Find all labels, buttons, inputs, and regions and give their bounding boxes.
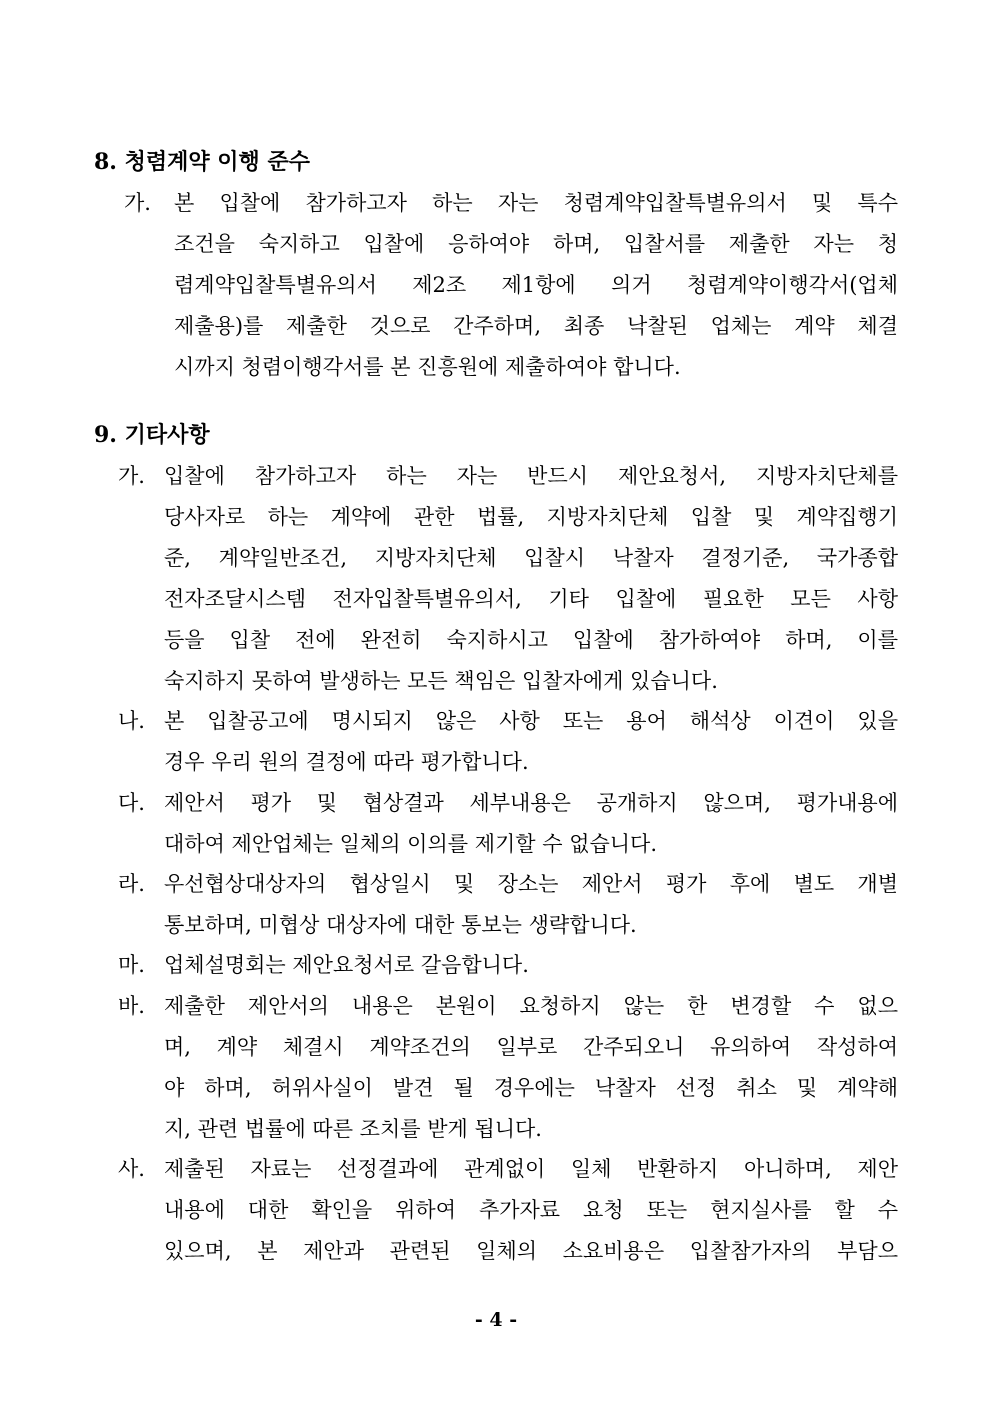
- item-line: 전자조달시스템 전자입찰특별유의서, 기타 입찰에 필요한 모든 사항: [164, 587, 898, 611]
- item-line: 우선협상대상자의 협상일시 및 장소는 제안서 평가 후에 별도 개별: [164, 872, 898, 896]
- list-item-9-ma: [118, 945, 898, 986]
- list-item-9-ra: [118, 864, 898, 946]
- item-line: 시까지 청렴이행각서를 본 진흥원에 제출하여야 합니다.: [174, 355, 681, 379]
- item-marker: 다.: [118, 791, 145, 815]
- item-line: 제출된 자료는 선정결과에 관계없이 일체 반환하지 아니하며, 제안: [164, 1157, 898, 1181]
- item-line: 준, 계약일반조건, 지방자치단체 입찰시 낙찰자 결정기준, 국가종합: [164, 546, 898, 570]
- item-marker: 마.: [118, 953, 145, 977]
- item-line: 경우 우리 원의 결정에 따라 평가합니다.: [164, 750, 529, 774]
- item-line: 숙지하지 못하여 발생하는 모든 책임은 입찰자에게 있습니다.: [164, 669, 718, 693]
- list-item-8-ga: [118, 183, 898, 388]
- item-line: 조건을 숙지하고 입찰에 응하여야 하며, 입찰서를 제출한 자는 청: [174, 232, 898, 256]
- item-line: 제출용)를 제출한 것으로 간주하며, 최종 낙찰된 업체는 계약 체결: [174, 314, 898, 338]
- item-marker: 바.: [118, 994, 145, 1018]
- item-marker: 가.: [124, 191, 151, 215]
- section-heading-8: 8. 청렴계약 이행 준수: [94, 149, 310, 175]
- item-line: 지, 관련 법률에 따른 조치를 받게 됩니다.: [164, 1117, 542, 1141]
- item-line: 내용에 대한 확인을 위하여 추가자료 요청 또는 현지실사를 할 수: [164, 1198, 898, 1222]
- list-item-9-ga: [118, 456, 898, 702]
- item-line: 있으며, 본 제안과 관련된 일체의 소요비용은 입찰참가자의 부담으: [164, 1239, 898, 1263]
- item-line: 등을 입찰 전에 완전히 숙지하시고 입찰에 참가하여야 하며, 이를: [164, 628, 898, 652]
- item-line: 통보하며, 미협상 대상자에 대한 통보는 생략합니다.: [164, 913, 637, 937]
- item-marker: 나.: [118, 709, 145, 733]
- item-marker: 가.: [118, 464, 145, 488]
- item-line: 입찰에 참가하고자 하는 자는 반드시 제안요청서, 지방자치단체를: [164, 464, 898, 488]
- list-item-9-ba: [118, 986, 898, 1150]
- page-number: - 4 -: [474, 1309, 518, 1331]
- item-line: 업체설명회는 제안요청서로 갈음합니다.: [164, 953, 529, 977]
- item-line: 야 하며, 허위사실이 발견 될 경우에는 낙찰자 선정 취소 및 계약해: [164, 1076, 898, 1100]
- item-line: 대하여 제안업체는 일체의 이의를 제기할 수 없습니다.: [164, 832, 658, 856]
- item-marker: 사.: [118, 1157, 145, 1181]
- item-line: 본 입찰에 참가하고자 하는 자는 청렴계약입찰특별유의서 및 특수: [174, 191, 898, 215]
- list-item-9-da: [118, 783, 898, 865]
- section-heading-9: 9. 기타사항: [94, 422, 210, 448]
- item-marker: 라.: [118, 872, 145, 896]
- item-line: 제안서 평가 및 협상결과 세부내용은 공개하지 않으며, 평가내용에: [164, 791, 898, 815]
- item-line: 제출한 제안서의 내용은 본원이 요청하지 않는 한 변경할 수 없으: [164, 994, 898, 1018]
- item-line: 본 입찰공고에 명시되지 않은 사항 또는 용어 해석상 이견이 있을: [164, 709, 898, 733]
- list-item-9-na: [118, 701, 898, 783]
- item-line: 당사자로 하는 계약에 관한 법률, 지방자치단체 입찰 및 계약집행기: [164, 505, 898, 529]
- list-item-9-sa: [118, 1149, 898, 1272]
- item-line: 며, 계약 체결시 계약조건의 일부로 간주되오니 유의하여 작성하여: [164, 1035, 898, 1059]
- item-line: 렴계약입찰특별유의서 제2조 제1항에 의거 청렴계약이행각서(업체: [174, 273, 898, 297]
